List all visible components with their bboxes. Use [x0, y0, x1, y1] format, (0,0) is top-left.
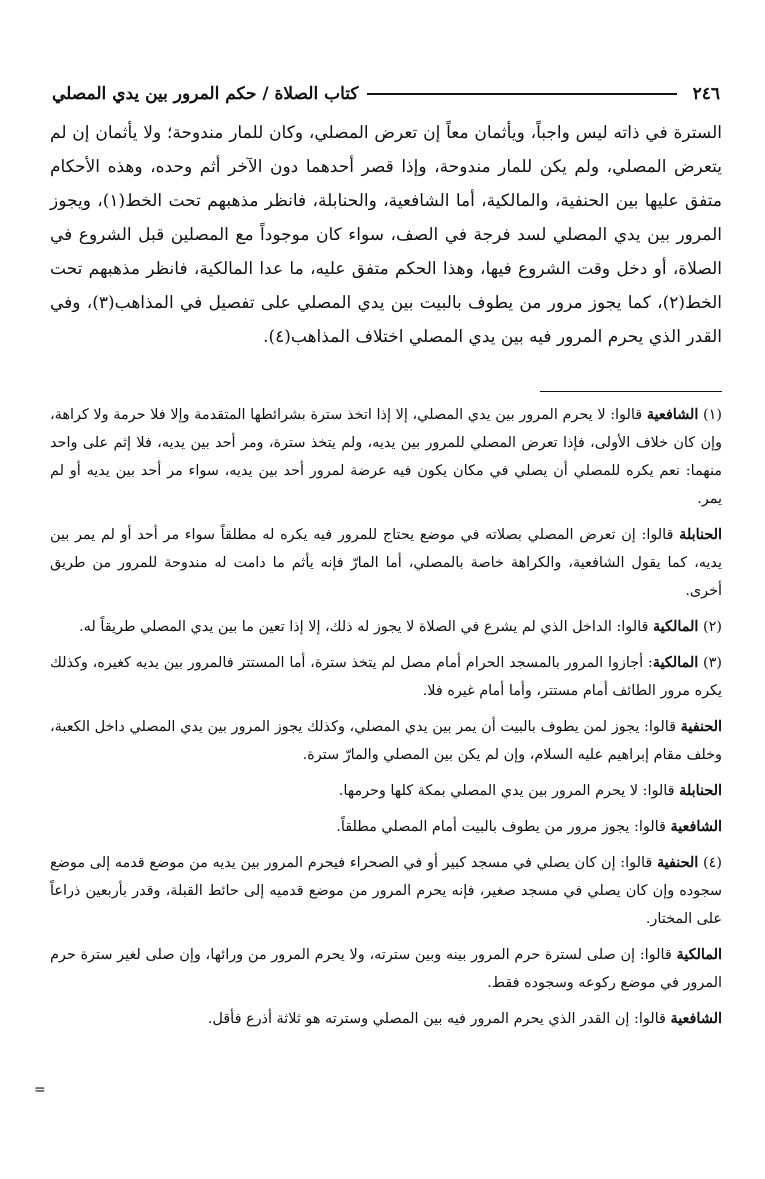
school-name: الحنفية: [656, 854, 699, 871]
footnote: [50, 813, 722, 841]
footnote: [50, 777, 722, 805]
school-name: الحنابلة: [679, 782, 722, 799]
school-name: الشافعية: [670, 818, 722, 835]
footnote-text: قالوا: يجوز لمن يطوف بالبيت أن يمر بين يدي المصلي، وكذلك يجوز المرور بين يدي المصلي داخل الكعبة، وخلف مقام إبراهيم عليه السلام، وإن لم يكن بين المصلي والمارّ سترة.: [50, 719, 722, 763]
footnote-number: (١): [698, 407, 722, 423]
margin-mark: =: [34, 1082, 46, 1098]
footnote-text: قالوا: الداخل الذي لم يشرع في الصلاة لا يجوز له ذلك، إلا إذا تعين ما بين يدي المصلي طريقاً له.: [79, 619, 653, 635]
footnote-text: : أجازوا المرور بالمسجد الحرام أمام مصل لم يتخذ سترة، أما المستتر فالمرور بين يديه كغيره، وكذلك يكره مرور الطائف أمام مستتر، وأما أمام غيره فلا.: [50, 655, 722, 699]
school-name: الشافعية: [670, 1010, 722, 1027]
footnote-text: قالوا: لا يحرم المرور بين يدي المصلي، إلا إذا اتخذ سترة بشرائطها المتقدمة وإلا فلا حرمة ولا كراهة، وإن كان خلاف الأولى، فإذا تعرض المصلي للمرور بين يديه، ولم يتخذ سترة، ومر أحد بين يديه، فلا إثم على واحد منهما: نعم يكره للمصلي أن يصلي في مكان يكون فيه عرضة لمرور أحد بين يديه، سواء مر أحد بين يديه أو لم يمر.: [50, 407, 722, 507]
header-rule: [367, 93, 677, 95]
footnote: [50, 521, 722, 605]
footnote: [50, 713, 722, 769]
footnote-text: قالوا: إن تعرض المصلي بصلاته في موضع يحتاج للمرور فيه يكره له مطلقاً سواء مر أحد أو لم يمر بين يديه، كما يقول الشافعية، والكراهة خاصة بالمصلي، أما المارّ فإنه يأثم ما دامت له مندوحة للمرور من طريق أخرى.: [50, 527, 722, 599]
footnote-text: قالوا: إن القدر الذي يحرم المرور فيه بين المصلي وسترته هو ثلاثة أذرع فأقل.: [207, 1011, 671, 1027]
footnote-number: (٣): [698, 655, 722, 671]
footnote: [50, 1005, 722, 1033]
footnote-text: قالوا: يجوز مرور من يطوف بالبيت أمام المصلي مطلقاً.: [336, 819, 671, 835]
footnote-number: (٤): [698, 855, 722, 871]
page-number: ٢٤٦: [692, 84, 720, 104]
main-paragraph: السترة في ذاته ليس واجباً، ويأثمان معاً إن تعرض المصلي، وكان للمار مندوحة؛ ولا يأثمان إن لم يتعرض المصلي، ولم يكن للمار مندوحة، وإذا قصر أحدهما دون الآخر أثم وحده، وهذه الأحكام متفق عليها بين الحنفية، والمالكية، أما الشافعية، والحنابلة، فانظر مذهبهم تحت الخط(١)، ويجوز المرور بين يدي المصلي لسد فرجة في الصف، سواء كان موجوداً مع المصلين قبل الشروع في الصلاة، أو دخل وقت الشروع فيها، وهذا الحكم متفق عليه، ما عدا المالكية، فانظر مذهبهم تحت الخط(٢)، كما يجوز مرور من يطوف بالبيت بين يدي المصلي على تفصيل في المذاهب(٣)، وفي القدر الذي يحرم المرور فيه بين يدي المصلي اختلاف المذاهب(٤).: [50, 123, 722, 347]
footnote: [50, 649, 722, 705]
footnote: [50, 941, 722, 997]
footnotes: [50, 401, 722, 1041]
school-name: المالكية: [652, 618, 699, 635]
footnote: [50, 613, 722, 641]
footnote: [50, 401, 722, 513]
footnote-divider: [540, 391, 722, 392]
school-name: الشافعية: [646, 406, 699, 423]
school-name: الحنفية: [680, 718, 722, 735]
footnote-text: قالوا: إن صلى لسترة حرم المرور بينه وبين سترته، ولا يحرم المرور من ورائها، وإن صلى لغير سترة حرم المرور في موضع ركوعه وسجوده فقط.: [50, 947, 722, 991]
footnote: [50, 849, 722, 933]
school-name: المالكية: [676, 946, 722, 963]
main-text: [50, 116, 722, 354]
school-name: الحنابلة: [679, 526, 722, 543]
school-name: المالكية: [652, 654, 699, 671]
footnote-text: قالوا: لا يحرم المرور بين يدي المصلي بمكة كلها وحرمها.: [338, 783, 680, 799]
page-header: [52, 78, 720, 110]
footnote-text: قالوا: إن كان يصلي في مسجد كبير أو في الصحراء فيحرم المرور بين يديه من موضع قدمه إلى موضع سجوده وإن كان يصلي في مسجد صغير، فإنه يحرم المرور من موضع قدميه إلى حائط القبلة، وقدر بأربعين ذراعاً على المختار.: [50, 855, 722, 927]
running-title: كتاب الصلاة / حكم المرور بين يدي المصلي: [52, 84, 359, 104]
footnote-number: (٢): [698, 619, 722, 635]
